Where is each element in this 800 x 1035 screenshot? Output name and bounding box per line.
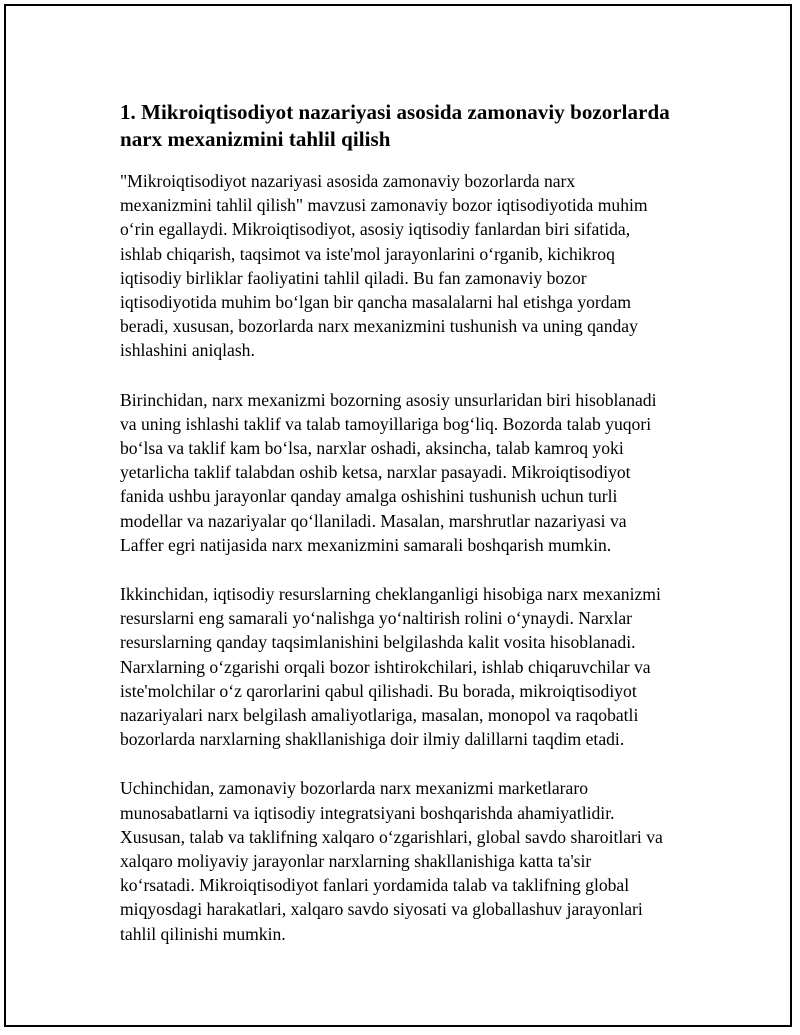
document-title (120, 99, 700, 153)
paragraph-line: resurslarni eng samarali yoʻnalishga yoʻnaltirish rolini oʻynaydi. Narxlar (120, 608, 633, 629)
paragraph-line: ishlab chiqarish, taqsimot va iste'mol jarayonlarini oʻrganib, kichikroq (120, 243, 615, 264)
paragraph-line: koʻrsatadi. Mikroiqtisodiyot fanlari yordamida talab va taklifning global (120, 875, 630, 896)
title-line: 1. Mikroiqtisodiyot nazariyasi asosida zamonaviy bozorlarda (120, 100, 670, 124)
page-frame (4, 4, 792, 1027)
paragraph-first (120, 388, 700, 557)
paragraph-line: oʻrin egallaydi. Mikroiqtisodiyot, asosiy iqtisodiy fanlardan biri sifatida, (120, 219, 631, 240)
title-line: narx mexanizmini tahlil qilish (120, 127, 391, 151)
paragraph-line: Xususan, talab va taklifning xalqaro oʻzgarishlari, global savdo sharoitlari va (120, 826, 663, 847)
paragraph-line: iqtisodiy birliklar faoliyatini tahlil qiladi. Bu fan zamonaviy bozor (120, 267, 587, 288)
paragraph-line: iqtisodiyotida muhim boʻlgan bir qancha masalalarni hal etishga yordam (120, 292, 632, 313)
paragraph-line: nazariyalari narx belgilash amaliyotlariga, masalan, monopol va raqobatli (120, 705, 639, 726)
paragraph-line: Narxlarning oʻzgarishi orqali bozor ishtirokchilari, ishlab chiqaruvchilar va (120, 656, 651, 677)
paragraph-line: beradi, xususan, bozorlarda narx mexanizmini tushunish va uning qanday (120, 316, 638, 337)
paragraph-line: modellar va nazariyalar qoʻllaniladi. Masalan, marshrutlar nazariyasi va (120, 510, 627, 531)
paragraph-line: Laffer egri natijasida narx mexanizmini samarali boshqarish mumkin. (120, 534, 612, 555)
paragraph-line: "Mikroiqtisodiyot nazariyasi asosida zamonaviy bozorlarda narx (120, 171, 576, 191)
paragraph-third (120, 776, 700, 945)
paragraph-line: fanida ushbu jarayonlar qanday amalga oshishini tushunish uchun turli (120, 486, 618, 507)
paragraph-line: va uning ishlashi taklif va talab tamoyillariga bogʻliq. Bozorda talab yuqori (120, 413, 652, 434)
paragraph-line: tahlil qilinishi mumkin. (120, 923, 286, 944)
paragraph-line: boʻlsa va taklif kam boʻlsa, narxlar oshadi, aksincha, talab kamroq yoki (120, 438, 624, 459)
paragraph-line: munosabatlarni va iqtisodiy integratsiyani boshqarishda ahamiyatlidir. (120, 802, 615, 823)
paragraph-line: Birinchidan, narx mexanizmi bozorning asosiy unsurlaridan biri hisoblanadi (120, 389, 657, 410)
paragraph-line: xalqaro moliyaviy jarayonlar narxlarning shakllanishiga katta ta'sir (120, 851, 592, 872)
document-body (120, 99, 700, 971)
paragraph-line: iste'molchilar oʻz qarorlarini qabul qilishadi. Bu borada, mikroiqtisodiyot (120, 680, 637, 701)
paragraph-intro (120, 169, 700, 363)
paragraph-second (120, 582, 700, 751)
paragraph-line: miqyosdagi harakatlari, xalqaro savdo siyosati va globallashuv jarayonlari (120, 899, 643, 920)
paragraph-line: yetarlicha taklif talabdan oshib ketsa, narxlar pasayadi. Mikroiqtisodiyot (120, 462, 631, 483)
paragraph-line: Ikkinchidan, iqtisodiy resurslarning cheklanganligi hisobiga narx mexanizmi (120, 584, 661, 605)
paragraph-line: bozorlarda narxlarning shakllanishiga doir ilmiy dalillarni taqdim etadi. (120, 729, 625, 750)
paragraph-line: mexanizmini tahlil qilish" mavzusi zamonaviy bozor iqtisodiyotida muhim (120, 195, 648, 216)
paragraph-line: resurslarning qanday taqsimlanishini belgilashda kalit vosita hisoblanadi. (120, 632, 636, 653)
paragraph-line: Uchinchidan, zamonaviy bozorlarda narx mexanizmi marketlararo (120, 778, 588, 799)
paragraph-line: ishlashini aniqlash. (120, 340, 255, 361)
